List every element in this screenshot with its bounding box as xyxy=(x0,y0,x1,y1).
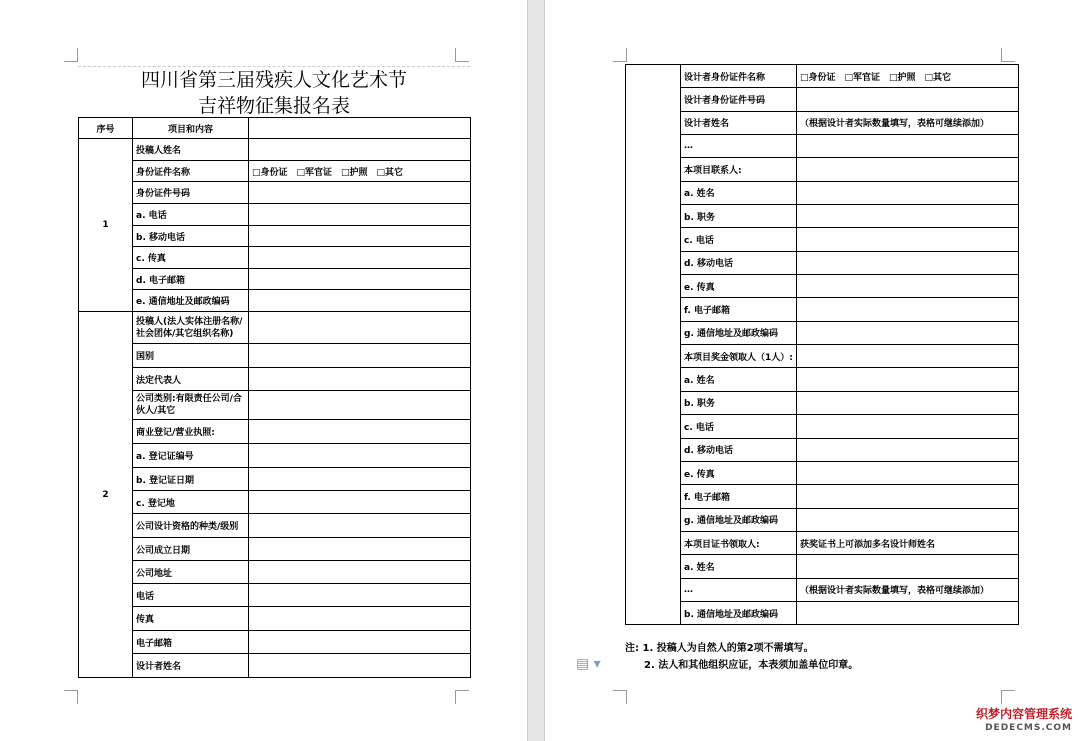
row-label: 本项目联系人: xyxy=(681,158,797,181)
input-cell[interactable] xyxy=(797,368,1019,391)
table-row xyxy=(79,247,471,269)
table-row xyxy=(79,269,471,290)
row-label: 设计者身份证件号码 xyxy=(681,88,797,111)
registration-table-page-2 xyxy=(625,64,1019,625)
input-cell[interactable] xyxy=(797,345,1019,368)
input-cell[interactable] xyxy=(249,226,471,247)
row-label: c. 电话 xyxy=(681,228,797,251)
input-cell[interactable] xyxy=(797,415,1019,438)
header-blank xyxy=(249,118,471,139)
crop-mark xyxy=(1001,690,1015,704)
continued-serial-cell xyxy=(626,65,681,625)
row-label: d. 电子邮箱 xyxy=(133,269,249,290)
input-cell[interactable] xyxy=(797,275,1019,298)
table-row xyxy=(79,538,471,561)
crop-mark xyxy=(64,48,78,62)
table-row xyxy=(626,391,1019,414)
row-label: a. 电话 xyxy=(133,204,249,226)
input-cell[interactable] xyxy=(249,204,471,226)
row-label: 商业登记/营业执照: xyxy=(133,420,249,444)
table-row xyxy=(626,601,1019,624)
table-header-row xyxy=(79,118,471,139)
table-row xyxy=(626,531,1019,554)
table-row xyxy=(626,88,1019,111)
input-cell[interactable] xyxy=(249,391,471,420)
crop-mark xyxy=(613,690,627,704)
table-row xyxy=(79,491,471,514)
input-cell[interactable]: □身份证 □军官证 □护照 □其它 xyxy=(797,65,1019,88)
table-row xyxy=(79,161,471,182)
table-row xyxy=(626,251,1019,274)
table-row xyxy=(79,607,471,631)
row-label: 设计者姓名 xyxy=(133,654,249,678)
table-row xyxy=(626,508,1019,531)
input-cell[interactable] xyxy=(249,468,471,491)
watermark-line-1: 织梦内容管理系统 xyxy=(975,707,1072,721)
table-row xyxy=(79,204,471,226)
row-label: 投稿人(法人实体注册名称/社会团体/其它组织名称) xyxy=(133,312,249,344)
table-row xyxy=(626,578,1019,601)
table-row xyxy=(79,290,471,312)
document-options-icon[interactable]: ▤ ▾ xyxy=(576,656,601,672)
row-label: e. 传真 xyxy=(681,275,797,298)
input-cell[interactable] xyxy=(249,444,471,468)
input-cell[interactable] xyxy=(797,88,1019,111)
row-label: a. 登记证编号 xyxy=(133,444,249,468)
table-row xyxy=(626,368,1019,391)
input-cell[interactable] xyxy=(249,290,471,312)
input-cell[interactable] xyxy=(249,269,471,290)
note-line-1: 注: 1. 投稿人为自然人的第2项不需填写。 xyxy=(625,643,814,654)
group-number: 2 xyxy=(79,312,133,678)
table-row xyxy=(79,654,471,678)
row-label: 设计者姓名 xyxy=(681,111,797,134)
table-row xyxy=(626,228,1019,251)
table-row xyxy=(79,226,471,247)
header-item: 项目和内容 xyxy=(133,118,249,139)
input-cell[interactable] xyxy=(249,247,471,269)
row-label: 国别 xyxy=(133,344,249,368)
row-label: c. 电话 xyxy=(681,415,797,438)
table-row xyxy=(626,111,1019,134)
row-label: b. 登记证日期 xyxy=(133,468,249,491)
input-cell[interactable] xyxy=(249,312,471,344)
input-cell[interactable] xyxy=(249,538,471,561)
table-row xyxy=(626,345,1019,368)
row-label: 本项目证书领取人: xyxy=(681,531,797,554)
row-label: e. 传真 xyxy=(681,461,797,484)
input-cell[interactable] xyxy=(249,344,471,368)
table-row xyxy=(79,391,471,420)
input-cell[interactable] xyxy=(797,508,1019,531)
table-row xyxy=(626,298,1019,321)
table-row xyxy=(626,485,1019,508)
input-cell[interactable]: 获奖证书上可添加多名设计师姓名 xyxy=(797,531,1019,554)
row-label: 投稿人姓名 xyxy=(133,139,249,161)
table-row xyxy=(79,514,471,538)
header-serial: 序号 xyxy=(79,118,133,139)
input-cell[interactable]: （根据设计者实际数量填写，表格可继续添加） xyxy=(797,111,1019,134)
input-cell[interactable] xyxy=(249,182,471,204)
group-number: 1 xyxy=(79,139,133,312)
input-cell[interactable] xyxy=(797,135,1019,158)
table-row xyxy=(626,181,1019,204)
row-label: … xyxy=(681,135,797,158)
table-row xyxy=(79,368,471,391)
table-row xyxy=(79,344,471,368)
table-row xyxy=(79,420,471,444)
table-row xyxy=(626,158,1019,181)
table-row xyxy=(626,205,1019,228)
document-page-1 xyxy=(0,0,527,741)
input-cell[interactable] xyxy=(249,139,471,161)
input-cell[interactable] xyxy=(249,420,471,444)
input-cell[interactable] xyxy=(249,514,471,538)
row-label: d. 移动电话 xyxy=(681,251,797,274)
row-label: 设计者身份证件名称 xyxy=(681,65,797,88)
table-row xyxy=(626,415,1019,438)
row-label: 公司类别:有限责任公司/合伙人/其它 xyxy=(133,391,249,420)
input-cell[interactable] xyxy=(797,205,1019,228)
table-row xyxy=(79,584,471,607)
form-title xyxy=(78,66,470,119)
input-cell[interactable] xyxy=(249,584,471,607)
row-label: b. 职务 xyxy=(681,205,797,228)
row-label: a. 姓名 xyxy=(681,368,797,391)
title-line-1: 四川省第三届残疾人文化艺术节 xyxy=(140,69,407,91)
row-label: 本项目奖金领取人（1人）: xyxy=(681,345,797,368)
row-label: 公司地址 xyxy=(133,561,249,584)
input-cell[interactable] xyxy=(249,368,471,391)
row-label: 传真 xyxy=(133,607,249,631)
input-cell[interactable] xyxy=(249,631,471,654)
input-cell[interactable] xyxy=(797,601,1019,624)
input-cell[interactable] xyxy=(249,561,471,584)
row-label: f. 电子邮箱 xyxy=(681,298,797,321)
row-label: g. 通信地址及邮政编码 xyxy=(681,508,797,531)
table-row xyxy=(79,631,471,654)
row-label: … xyxy=(681,578,797,601)
table-row xyxy=(79,312,471,344)
input-cell[interactable] xyxy=(797,438,1019,461)
table-row xyxy=(626,65,1019,88)
input-cell[interactable] xyxy=(797,251,1019,274)
table-row xyxy=(79,468,471,491)
row-label: c. 登记地 xyxy=(133,491,249,514)
crop-mark xyxy=(455,48,469,62)
row-label: b. 移动电话 xyxy=(133,226,249,247)
crop-mark xyxy=(64,690,78,704)
row-label: 电话 xyxy=(133,584,249,607)
crop-mark xyxy=(1001,48,1015,62)
row-label: g. 通信地址及邮政编码 xyxy=(681,321,797,344)
row-label: a. 姓名 xyxy=(681,555,797,578)
input-cell[interactable] xyxy=(249,654,471,678)
table-row xyxy=(626,275,1019,298)
registration-table-page-1 xyxy=(78,117,471,678)
input-cell[interactable] xyxy=(797,228,1019,251)
row-label: b. 通信地址及邮政编码 xyxy=(681,601,797,624)
table-row xyxy=(626,555,1019,578)
crop-mark xyxy=(455,690,469,704)
input-cell[interactable] xyxy=(249,607,471,631)
input-cell[interactable] xyxy=(797,461,1019,484)
input-cell[interactable] xyxy=(797,321,1019,344)
row-label: 身份证件号码 xyxy=(133,182,249,204)
input-cell[interactable] xyxy=(249,491,471,514)
table-row xyxy=(79,182,471,204)
crop-mark xyxy=(613,48,627,62)
input-cell[interactable]: （根据设计者实际数量填写，表格可继续添加） xyxy=(797,578,1019,601)
row-label: b. 职务 xyxy=(681,391,797,414)
note-line-2: 2. 法人和其他组织应证，本表须加盖单位印章。 xyxy=(644,660,859,671)
row-label: 公司设计资格的种类/级别 xyxy=(133,514,249,538)
watermark-line-2: DEDECMS.COM xyxy=(985,723,1072,733)
row-label: 公司成立日期 xyxy=(133,538,249,561)
row-label: f. 电子邮箱 xyxy=(681,485,797,508)
input-cell[interactable] xyxy=(797,298,1019,321)
table-row xyxy=(626,461,1019,484)
input-cell[interactable] xyxy=(797,485,1019,508)
watermark xyxy=(976,707,1072,735)
table-row xyxy=(626,438,1019,461)
row-label: e. 通信地址及邮政编码 xyxy=(133,290,249,312)
row-label: d. 移动电话 xyxy=(681,438,797,461)
row-label: a. 姓名 xyxy=(681,181,797,204)
table-row xyxy=(79,139,471,161)
document-page-2 xyxy=(545,0,1080,741)
id-type-options[interactable]: □身份证 □军官证 □护照 □其它 xyxy=(249,161,471,182)
table-row xyxy=(626,135,1019,158)
row-label: c. 传真 xyxy=(133,247,249,269)
input-cell[interactable] xyxy=(797,555,1019,578)
row-label: 电子邮箱 xyxy=(133,631,249,654)
table-row xyxy=(79,444,471,468)
title-line-2: 吉祥物征集报名表 xyxy=(197,95,350,117)
input-cell[interactable] xyxy=(797,181,1019,204)
row-label: 法定代表人 xyxy=(133,368,249,391)
table-row xyxy=(626,321,1019,344)
page-gap xyxy=(527,0,545,741)
input-cell[interactable] xyxy=(797,391,1019,414)
input-cell[interactable] xyxy=(797,158,1019,181)
row-label: 身份证件名称 xyxy=(133,161,249,182)
table-row xyxy=(79,561,471,584)
